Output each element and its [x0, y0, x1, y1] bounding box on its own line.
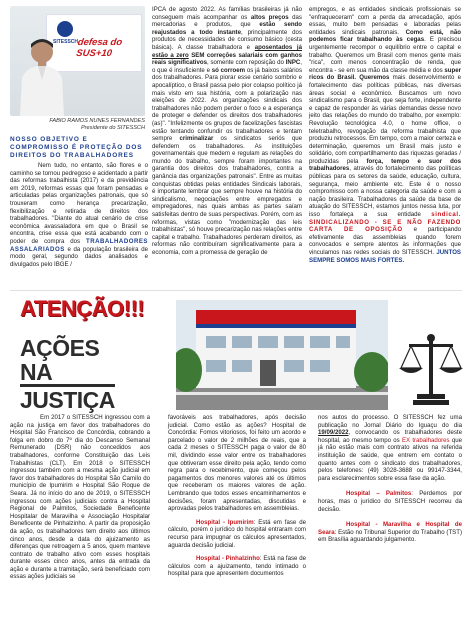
col2-bold: INPC [285, 59, 301, 67]
bottom-col3-text: nos autos do processo. O SITESSCH fez uma publicação no Jornal Diário do Iguaçu do dia [318, 414, 462, 429]
col1-heading: NOSSO OBJETIVO E COMPROMISSO É PROTEÇÃO DOS DIREITOS DO TRABALHADORES [10, 136, 143, 159]
col3-text: e participando efetivamente das assembleias quando forem convocados e sempre atentos às informações que vinculamos nas redes sociais do SITESSCH. [309, 226, 461, 256]
col3-text: empregos, e as entidades sindicais profissionais se "enfraqueceram" com a perda da arrecadação, após essas, muito bem pensadas e laboradas pelas entidades sindicais patronais. [309, 6, 461, 36]
caption-role: Presidente do SITESSCH [80, 125, 145, 131]
hospital-label: Hospital - Maravilha e Hospital de Seara [318, 521, 462, 536]
col2-bold: estão sendo reajustados a todo instante [152, 21, 302, 36]
col3-article: empregos, e as entidades sindicais profissionais se "enfraqueceram" com a perda da arrecadação, após essas, muito bem pensadas e laboradas pelas entidades sindicais patronais. Como está, não podemos ficar trabalhando às cegas. E precisou urgentemente recompor o equilíbrio entre o capital e trabalho. Queremos um Brasil com menos gente mais "rica", com menos concentração de renda, que encontra - se em sua mão da classe média e dos super ricos do Brasil. Queremos mais desenvolvimento e fortalecimento das políticas públicas, nas diversas áreas social e econômico. Buscamos um novo sindicalismo para o Brasil, que seja forte, independente e capaz de responder às várias demandas desse novo jeito das relações do mundo do trabalho, por exemplo: Revolução tecnológica 4.0, o home office, o teletrabalho, revogação da reforma trabalhista que produziu retrocessos. Em tempo, com a maior certeza e determinação, queremos um Brasil mais justo e solidário, com compartilhamento das riquezas geradas / produzidas pela força, tempo e suor dos trabalhadores, através do fortalecimento das políticas públicas para os setores da saúde, educação, cultura, segurança, meio ambiente etc. Este é o nosso compromisso com a nossa categoria da saúde e com a nação brasileira. Trabalhadores da saúde da base de atuação do SITESSCH, estamos juntos nessa luta, por isso fortaleça a sua entidade sindical. SINDICALIZANDO - SE E NÃO FAZENDO CARTA DE OPOSIÇÃO e participando efetivamente das assembleias quando forem convocados e sempre atentos às informações que vinculamos nas redes sociais do SITESSCH. JUNTOS SEMPRE SOMOS MAIS FORTES. [309, 6, 461, 264]
building-illustration [176, 300, 388, 410]
col3-bold: super ricos do Brasil. Queremos [309, 66, 461, 82]
attention-word: JUSTIÇA [20, 384, 115, 412]
photo-caption [10, 118, 145, 132]
bottom-col3-p2 [318, 490, 462, 513]
ex-workers-label: EX trabalhadores [401, 436, 450, 444]
bottom-col2-text: : Está em fase de cálculo, porém o jurídico do hospital entraram com recurso para impugnar os cálculos apresentados, aguarda decisão judicial. [168, 518, 307, 549]
bottom-col3-text: : Perdemos por horas, mas o jurídico do SITESSCH recorreu da decisão. [318, 490, 462, 513]
bottom-col3-p1 [318, 414, 462, 482]
col3-bold: Como está, não podemos ficar trabalhando às cegas [309, 28, 461, 44]
col1-article [10, 136, 148, 268]
bottom-col2 [168, 414, 306, 578]
col3-text: mais desenvolvimento e fortalecimento das políticas públicas, nas diversas áreas social e econômico. Buscamos um novo sindicalismo para o Brasil, que seja forte, independente e capaz de responder às várias demandas desse novo jeito das relações do mundo do trabalho, por exemplo: Revolução tecnológica 4.0, o home office, o teletrabalho, revogação da reforma trabalhista que produziu retrocessos. Em tempo, com a maior certeza e determinação, queremos um Brasil mais justo e solidário, com compartilhamento das riquezas geradas / produzidas pela [309, 74, 461, 165]
banner-slogan: defesa do SUS+10 [75, 37, 123, 59]
col1-highlight: TRABALHADORES ASSALARIADOS [10, 237, 148, 253]
attention-block [10, 296, 170, 413]
col2-bold: só corroem [211, 66, 246, 74]
col3-slogan: JUNTOS SEMPRE SOMOS MAIS FORTES. [309, 249, 461, 264]
bottom-col3-text: que já não estão mais com contrato ativos na referida instituição de saúde, que entrem em contato o quanto antes com o sindicato dos trabalhadores, pelos telefones: (49) 3028-3688 ou 99147-3344, para esclarecimentos sobre essa fase da ação. [318, 436, 462, 482]
col2-text: , somente com reposição do [206, 59, 284, 67]
col2-text: IPCA de agosto 2022. As famílias brasileiras já não conseguem mais acompanhar os [152, 6, 302, 21]
bottom-col2-p1: favoráveis aos trabalhadores, após decisão judicial. Como estão as ações? Hospital de Concórdia: Fomos vitoriosos, foi feito um acordo e parcelado o valor de 2 milhões de reais, que a cada 2 meses o SITESSCH paga o valor de 80 mil, dividindo esse valor entre os trabalhadores que obtiveram esse direito pela ação, tendo como regra para o recebimento, que começou pelos pagamentos dos menores valores até os últimos que receberam os maiores valores de ação. Lembrando que todos esses encaminhamentos e decisões, foram apresentadas, discutidas e aprovadas pelos trabalhadores em assembleias. [168, 414, 306, 513]
col2-underline: aposentados já estão a zero [152, 43, 302, 59]
president-photo [10, 6, 145, 116]
attention-word: AÇÕES [20, 335, 100, 361]
col1-body-text: Nem tudo, no entanto, são flores e o caminho se tornou pedregoso e acidentado a partir das reformas trabalhista (2017) e da previdência em 2019, reformas essas que foram pensadas e articuladas pelas organizações patronais, que só trouxeram como herança precarização, flexibilização e retirada de direitos dos trabalhadores. "Diante do atual cenário de crise econômica avassaladora em que o Brasil se encontra, crise essa que está acabando com o poder de compra dos [10, 162, 148, 245]
col2-text: os sindicatos seriós que defendem os trabalhadores. As instituições governamentais que medem e regulam as relações do mundo do trabalho, sempre foram importantes na garantia dos direitos dos trabalhadores, contra a ganância das organizações patronais". Entre as muitas conquistas obtidas pelas entidades Sindicais laborais, é importante lembrar que sempre houve na história do sindicalismo, negociações entre empregados e empregadores, nas quais ambas as partes saíam satisfeitas dentro de suas perspectivas. Porém, com as reformas, vistas como "modernização das leis trabalhistas", só houve precarização nas relações entre capital e trabalho. Trabalhadores perderam direitos, as reformas não contribuíram significativamente para a economia, com a promessa de geração de [152, 135, 302, 256]
col2-bold: SEM correções salariais com ganhos reais significativos [152, 51, 302, 67]
person-silhouette [16, 34, 68, 116]
caption-name: FABIO RAMOS NUNES FERNANDES [49, 118, 145, 124]
col1-body-end: e da população brasileira de modo geral, segundo dados analisados e divulgados pelo IBGE / [10, 245, 148, 268]
attention-title: ATENÇÃO!!! [20, 296, 145, 321]
col3-red: sindical. SINDICALIZANDO - SE E NÃO FAZENDO CARTA DE OPOSIÇÃO [309, 211, 461, 234]
col2-article [152, 6, 302, 257]
scales-of-justice-icon [395, 330, 467, 410]
bottom-col1: Em 2017 o SITESSCH ingressou com a ação na justiça em favor dos trabalhadores do Hospital São Francisco de Concórdia, cobrando a folga em dobro do 7º dia do Descanso Semanal Remunerado (DSR) não concedidos aos trabalhadores, conforme Constituição das Leis Trabalhistas (CLT). Em 2018 o SITESSCH ingressou também com a mesma ação judicial em favor dos trabalhadores do Hospital São Camilo do município de Ipumirim e Hospital São Roque de Seara. Já no início do ano de 2019, o SITESSCH ingressou com ações judiciais contra a Hospital Regional de Palmitos, Sociedade Beneficente Hospitalar de Maravilha e Associação Hospitalar Beneficente de Pinhalzinho. A partir da proposição da ação, os trabalhadores tem direito aos últimos cinco anos, desde a data do ajuizamento as diferenças que retroagem a 5 anos, quem manteve contrato de trabalho ativo com esses hospitais durante esses cinco anos, antes da entrada da ação e durante a tramitação, será beneficiado com essas ações judiciais se [10, 414, 150, 581]
section-divider [10, 290, 462, 291]
bottom-col3-text: , convocando os trabalhadores deste hospital, ao mesmo tempo os [318, 429, 462, 444]
attention-subtitle [20, 336, 115, 412]
col2-text: , o que é insuficiente e [152, 59, 302, 74]
hospital-building-photo [176, 300, 388, 410]
publication-date: 19/09/2022 [318, 429, 349, 437]
hospital-label: Hospital - Pinhalzinho [196, 555, 260, 563]
bottom-col3-p3 [318, 521, 462, 544]
col2-bold: criminalizar [179, 135, 214, 143]
hospital-label: Hospital – Palmitos [346, 490, 412, 498]
bottom-col2-text: : Está na fase de cálculos com a ajuizamento, tendo intimado o hospital para que apresentem documentos [168, 555, 306, 578]
col3-text: , através do fortalecimento das políticas públicas para os setores da saúde, educação, cultura, segurança, meio ambiente etc. Este é o nosso compromisso com a nossa categoria da saúde e com a nação brasileira. Trabalhadores da saúde da base de atuação do SITESSCH, estamos juntos nessa luta, por isso fortaleça a sua entidade [309, 165, 461, 219]
col3-text: E precisou urgentemente recompor o equilíbrio entre o capital e trabalho. Queremos um Brasil com menos gente mais "rica", com menos concentração de renda, que encontra - se em sua mão da classe média e dos [309, 36, 461, 74]
bottom-col3 [318, 414, 462, 544]
bottom-col2-p3 [168, 555, 306, 578]
col1-body [10, 162, 148, 268]
bottom-col3-text: : Estão no Tribunal Superior do Trabalho (TST) em Brasília aguardando julgamento. [318, 528, 462, 544]
col3-bold: força, tempo e suor dos trabalhadores [309, 157, 461, 173]
col2-text: , principalmente dos produtos de necessidades de consumo básico (cesta básica). A classe trabalhadora e [152, 28, 302, 51]
hospital-label: Hospital - Ipumirim [196, 518, 254, 526]
banner-org: SITESSCH [53, 39, 79, 45]
bottom-col2-p2 [168, 519, 306, 549]
attention-word: NA [20, 359, 53, 385]
col2-text: das mercadorias e produtos, que [152, 13, 302, 29]
col2-text: os já baixos salários dos trabalhadores. Para piorar esse cenário sombrio e apocalíptico, o Brasil passa pelo pior colapso político já mais visto em sua história, com a polarização nas eleições de 2022. As organizações sindicais dos trabalhadores não podem perder o foco e a esperança de proteger e defender os direitos dos trabalhadores (as)". "Infelizmente os grupos de facelizações fascistas estão tentando confundir os trabalhadores e tentam sempre [152, 66, 302, 143]
col2-bold: altos preços [250, 13, 289, 21]
